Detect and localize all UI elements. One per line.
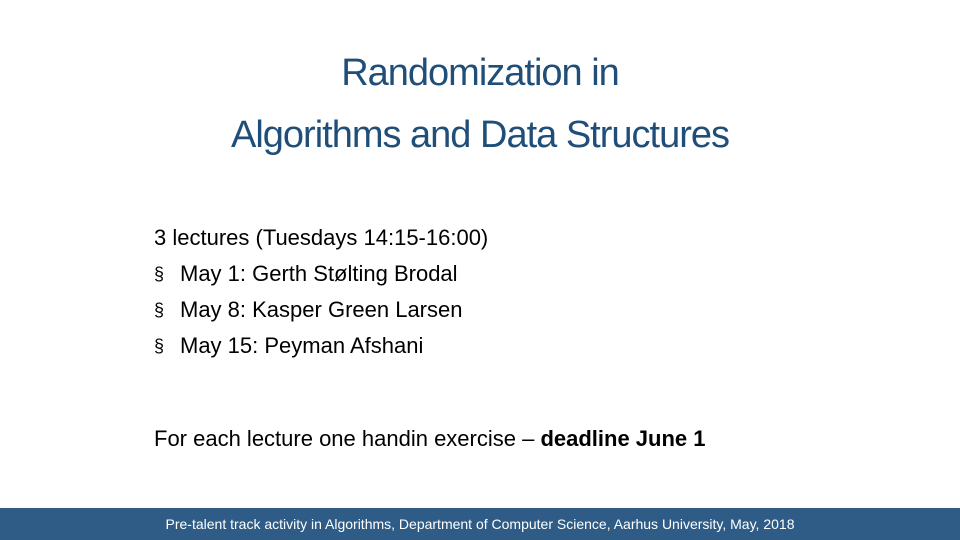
intro-text: 3 lectures (Tuesdays 14:15-16:00) <box>154 225 489 250</box>
list-item <box>154 256 854 292</box>
title-line-1: Randomization in <box>341 52 619 94</box>
bullet-icon: § <box>154 264 165 284</box>
title-line-2: Algorithms and Data Structures <box>230 114 729 156</box>
list-item <box>154 328 854 364</box>
footer-text: Pre-talent track activity in Algorithms, Department of Computer Science, Aarhus University, May, 2018 <box>165 516 795 532</box>
slide-body <box>154 220 854 364</box>
list-item <box>154 292 854 328</box>
footer-bar <box>0 508 960 540</box>
deadline-emphasis: deadline June 1 <box>540 426 706 451</box>
deadline-prefix: For each lecture one handin exercise – <box>154 426 541 451</box>
lecture-text: May 8: Kasper Green Larsen <box>180 297 463 322</box>
slide-title <box>0 42 960 166</box>
bullet-icon: § <box>154 300 165 320</box>
deadline-text <box>154 421 706 457</box>
bullet-icon: § <box>154 336 165 356</box>
lecture-text: May 1: Gerth Stølting Brodal <box>180 261 458 286</box>
lecture-text: May 15: Peyman Afshani <box>180 333 424 358</box>
